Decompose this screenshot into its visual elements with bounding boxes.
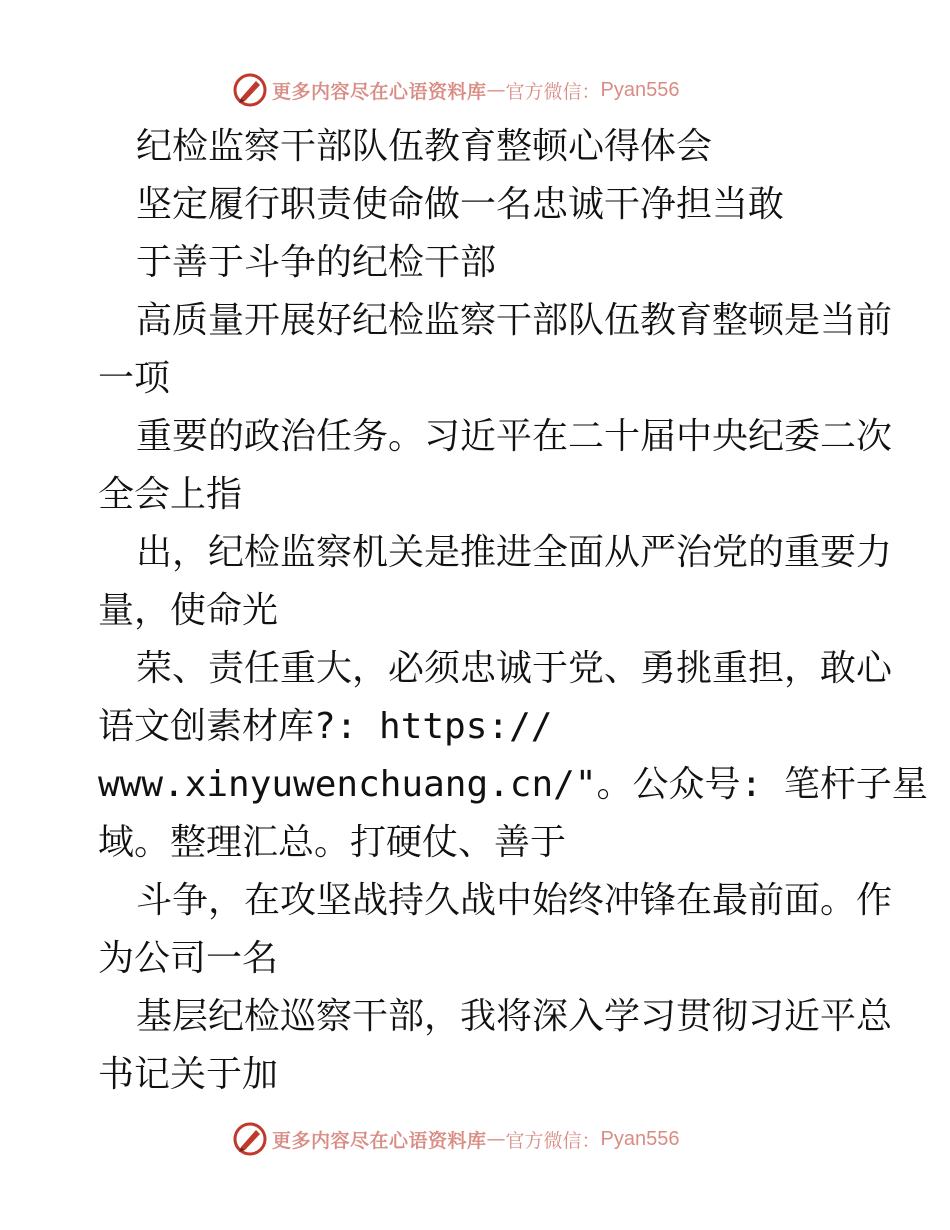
paragraph-line: 高质量开展好纪检监察干部队伍教育整顿是当前 (136, 300, 893, 341)
paragraph-line: 一项 (98, 358, 171, 399)
paragraph-line: 出，纪检监察机关是推进全面从严治党的重要力 (136, 532, 893, 573)
banner-contact-label: 官方微信： (505, 80, 601, 103)
banner-title: 更多内容尽在心语资料库 (272, 1129, 487, 1152)
document-body (98, 118, 928, 1104)
paragraph-line: 书记关于加 (98, 1054, 279, 1095)
paragraph-line: 域。整理汇总。打硬仗、善于 (98, 822, 567, 863)
banner-separator: — (486, 1128, 506, 1150)
banner-title: 更多内容尽在心语资料库 (272, 80, 487, 103)
paragraph-line: 基层纪检巡察干部，我将深入学习贯彻习近平总 (136, 996, 893, 1037)
banner-contact-id: Pyan556 (600, 78, 680, 101)
header-banner (232, 70, 732, 110)
paragraph-line: 量，使命光 (98, 590, 279, 631)
subtitle-line: 坚定履行职责使命做一名忠诚干净担当敢 (136, 184, 785, 225)
paragraph-line: 语文创素材库?: https:// (98, 706, 553, 747)
title-line: 纪检监察干部队伍教育整顿心得体会 (136, 126, 713, 167)
pen-logo-icon (232, 72, 268, 108)
pen-logo-icon (232, 1121, 268, 1157)
paragraph-line: www.xinyuwenchuang.cn/"。公众号: 笔杆子星 (98, 764, 928, 805)
subtitle-line: 于善于斗争的纪检干部 (136, 242, 497, 283)
banner-contact-label: 官方微信： (505, 1129, 601, 1152)
paragraph-line: 重要的政治任务。习近平在二十届中央纪委二次 (136, 416, 893, 457)
paragraph-line: 荣、责任重大，必须忠诚于党、勇挑重担，敢心 (136, 648, 893, 689)
paragraph-line: 斗争，在攻坚战持久战中始终冲锋在最前面。作 (136, 880, 893, 921)
footer-banner (232, 1119, 732, 1159)
banner-contact-id: Pyan556 (600, 1127, 680, 1150)
banner-separator: — (486, 79, 506, 101)
paragraph-line: 全会上指 (98, 474, 243, 515)
paragraph-line: 为公司一名 (98, 938, 279, 979)
